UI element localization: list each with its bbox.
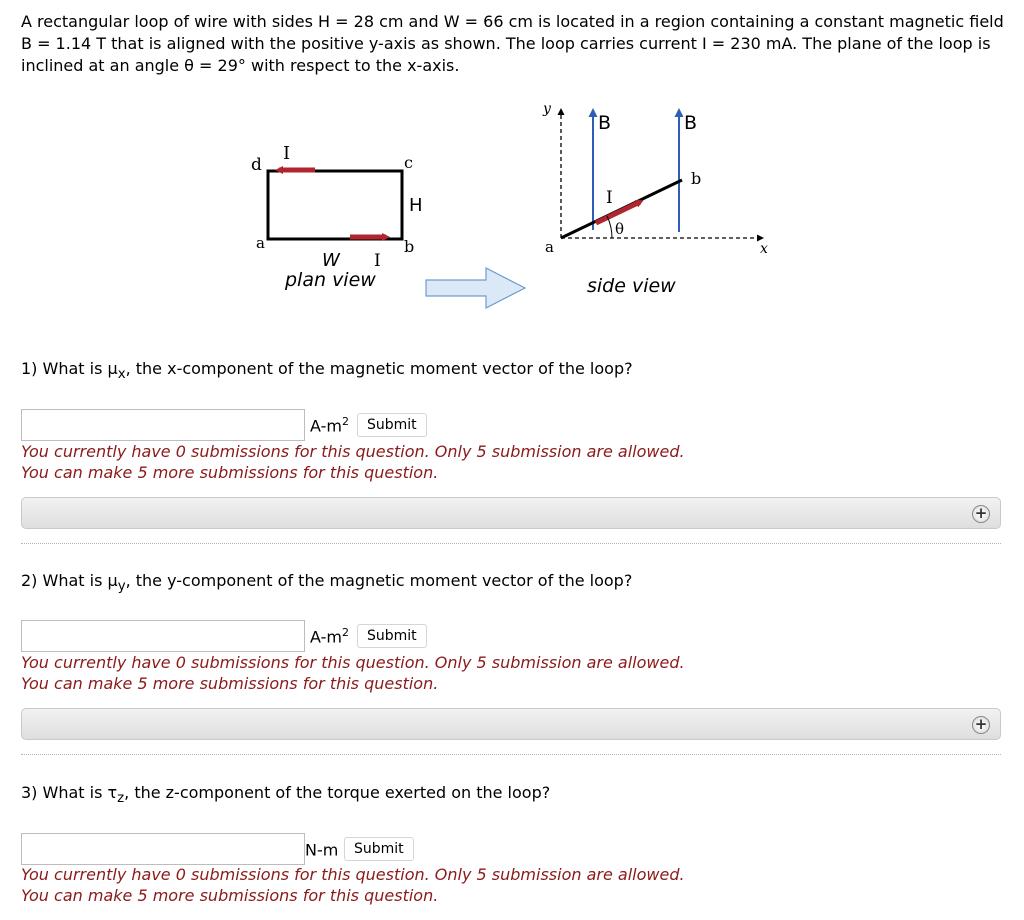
view-transition-arrow bbox=[426, 268, 525, 308]
question-1-hint-bar[interactable] bbox=[21, 497, 1001, 529]
field-label-left: B bbox=[598, 112, 612, 134]
plan-corner-b: b bbox=[404, 237, 415, 256]
problem-statement: A rectangular loop of wire with sides H = 28 cm and W = 66 cm is located in a region containing a constant magnetic field B = 1.14 T that is aligned with the positive y-axis as shown. The loop carries current I = 230 mA. The plane of the loop is inclined at an angle θ = 29° with respect to the x-axis. bbox=[21, 12, 1004, 75]
side-view-caption: side view bbox=[587, 275, 676, 297]
plus-circle-icon[interactable]: + bbox=[972, 716, 990, 734]
question-3-answer-row bbox=[21, 833, 441, 865]
question-2-hint-bar[interactable] bbox=[21, 708, 1001, 740]
side-corner-b: b bbox=[691, 169, 702, 188]
plan-bottom-current-label: I bbox=[374, 251, 381, 271]
section-divider bbox=[21, 543, 1001, 544]
side-current-label: I bbox=[606, 188, 613, 208]
question-3-submit-button[interactable]: Submit bbox=[344, 837, 414, 861]
plan-view bbox=[251, 143, 423, 291]
axis-x-label: x bbox=[760, 241, 768, 257]
question-2-unit: $A-m^2$ bbox=[310, 626, 349, 647]
plan-corner-a: a bbox=[256, 234, 265, 252]
question-1-submission-status: You currently have 0 submissions for this question. Only 5 submission are allowed. You can make 5 more submissions for this question. bbox=[21, 442, 685, 482]
question-3-submission-status: You currently have 0 submissions for this question. Only 5 submission are allowed. You can make 5 more submissions for this question. bbox=[21, 865, 685, 905]
side-angle-label: θ bbox=[615, 220, 625, 238]
plan-loop bbox=[268, 171, 402, 239]
plan-corner-d: d bbox=[251, 155, 262, 175]
plan-top-current-label: I bbox=[283, 143, 291, 164]
question-2-answer-input[interactable] bbox=[21, 620, 305, 652]
question-2-answer-row bbox=[21, 620, 441, 652]
plus-circle-icon[interactable]: + bbox=[972, 505, 990, 523]
section-divider bbox=[21, 754, 1001, 755]
plan-side-w-label: W bbox=[322, 250, 340, 271]
question-3-prompt: 3) What is $\tau_z$, the z-component of the torque exerted on the loop? bbox=[21, 783, 551, 807]
field-label-right: B bbox=[684, 112, 698, 134]
problem-figure bbox=[0, 0, 1024, 320]
question-1-answer-input[interactable] bbox=[21, 409, 305, 441]
plan-corner-c: c bbox=[404, 153, 413, 172]
question-1-prompt: 1) What is $\mu_x$, the x-component of the magnetic moment vector of the loop? bbox=[21, 359, 633, 383]
question-1-submit-button[interactable]: Submit bbox=[357, 413, 427, 437]
question-2-submission-status: You currently have 0 submissions for this question. Only 5 submission are allowed. You can make 5 more submissions for this question. bbox=[21, 653, 685, 693]
question-1-answer-row bbox=[21, 409, 441, 441]
question-2-prompt: 2) What is $\mu_y$, the y-component of the magnetic moment vector of the loop? bbox=[21, 571, 633, 595]
plan-side-h-label: H bbox=[409, 195, 423, 216]
side-view bbox=[542, 101, 768, 297]
axis-y-label: y bbox=[543, 101, 551, 117]
question-1-unit: $A-m^2$ bbox=[310, 415, 349, 436]
side-corner-a: a bbox=[545, 238, 554, 256]
plan-view-caption: plan view bbox=[285, 269, 376, 291]
question-3-unit: N-m bbox=[305, 840, 339, 860]
question-3-answer-input[interactable] bbox=[21, 833, 305, 865]
question-2-submit-button[interactable]: Submit bbox=[357, 624, 427, 648]
